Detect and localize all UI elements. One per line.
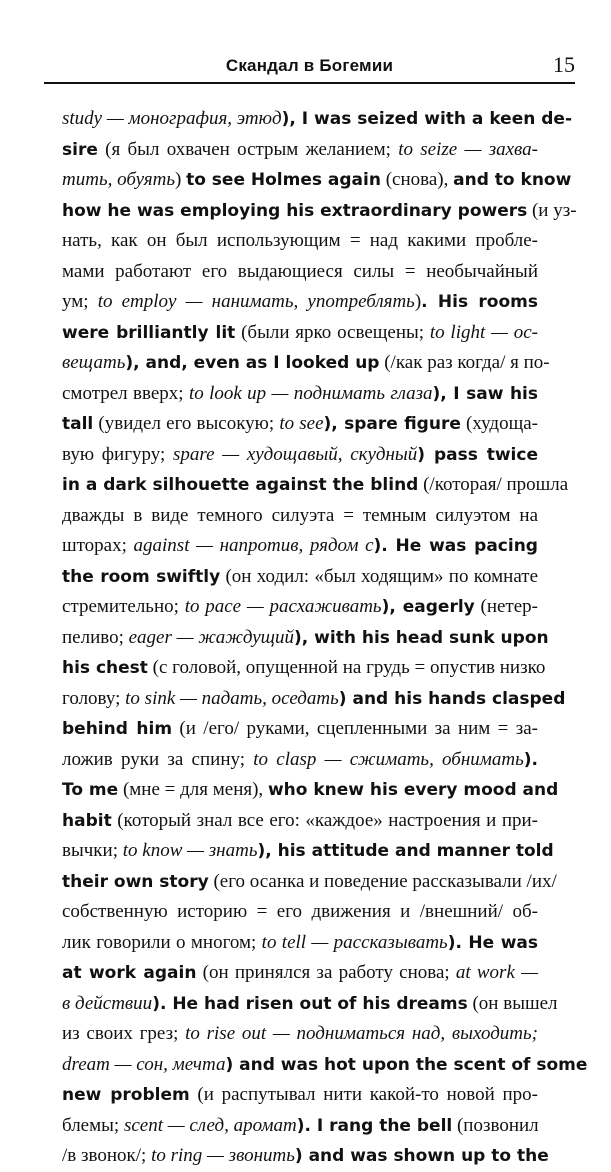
- text-line: [62, 806, 538, 837]
- text-line: [62, 470, 569, 501]
- text-line: [62, 440, 538, 471]
- translation-text: (и /его/ руками, сцепленными за ним = за-: [172, 718, 539, 739]
- text-line: [62, 257, 538, 288]
- english-phrase: ). He had risen out of his dreams: [152, 993, 468, 1014]
- text-line: [62, 1080, 538, 1111]
- body-text: [62, 104, 588, 1172]
- text-line: [62, 1111, 538, 1142]
- translation-text: мами работают его выдающиеся силы = необычайный: [62, 260, 538, 282]
- translation-text: нать, как он был использующим = над какими пробле-: [62, 230, 538, 251]
- dictionary-note: eager — жаждущий: [128, 626, 295, 648]
- text-line: [62, 867, 557, 898]
- dictionary-note: to see: [279, 413, 324, 434]
- english-phrase: ). I rang the bell: [296, 1115, 453, 1136]
- running-header: [44, 44, 575, 84]
- translation-text: блемы;: [62, 1114, 124, 1136]
- chapter-title: Скандал в Богемии: [225, 56, 394, 75]
- translation-text: (он ходил: «был ходящим» по комнате: [220, 565, 538, 587]
- dictionary-note: scent — след, аромат: [123, 1114, 297, 1136]
- translation-text: (нетер-: [474, 596, 538, 617]
- translation-text: (и уз-: [527, 199, 577, 221]
- translation-text: дважды в виде темного силуэта = темным силуэтом на: [62, 504, 538, 526]
- text-line: [62, 684, 566, 715]
- english-phrase: ), his attitude and manner told: [257, 841, 554, 861]
- translation-text: из своих грез;: [62, 1023, 186, 1044]
- dictionary-note: to ring — звонить: [151, 1145, 295, 1166]
- dictionary-note: at work —: [455, 962, 538, 983]
- english-phrase: ).: [523, 749, 539, 770]
- dictionary-note: against — напротив, рядом с: [133, 535, 374, 556]
- translation-text: вую фигуру;: [62, 443, 174, 465]
- english-phrase: ), and, even as I looked up: [125, 353, 380, 373]
- dictionary-note: to pace — расхаживать: [184, 596, 382, 617]
- english-phrase: ) and his hands clasped: [338, 688, 566, 709]
- dictionary-note: to tell — рассказывать: [261, 931, 448, 953]
- translation-text: (и распутывал нити какой-то новой про-: [189, 1084, 538, 1105]
- text-line: [62, 897, 538, 928]
- english-phrase: . His rooms: [421, 292, 538, 312]
- english-phrase: in a dark silhouette against the blind: [62, 475, 419, 495]
- text-line: [62, 165, 572, 196]
- dictionary-note: to look up — поднимать глаза: [188, 382, 433, 404]
- text-line: [62, 714, 538, 745]
- text-line: [62, 836, 554, 867]
- translation-text: (он вышел: [467, 992, 558, 1014]
- english-phrase: ), eagerly: [381, 597, 475, 617]
- translation-text: (снова),: [380, 169, 454, 190]
- translation-text: ): [414, 291, 422, 312]
- translation-text: ложив руки за спину;: [62, 748, 254, 770]
- translation-text: (худоща-: [460, 413, 538, 434]
- english-phrase: behind him: [62, 719, 173, 739]
- dictionary-note: to rise out — подниматься над, выходить;: [185, 1023, 539, 1044]
- dictionary-note: to seize — захва-: [398, 138, 538, 160]
- english-phrase: the room swiftly: [62, 566, 221, 587]
- translation-text: (я был охвачен острым желанием;: [97, 138, 399, 160]
- text-line: [62, 775, 559, 806]
- text-line: [62, 501, 538, 532]
- dictionary-note: вещать: [62, 352, 126, 373]
- english-phrase: ). He was: [447, 932, 538, 953]
- dictionary-note: spare — худощавый, скудный: [173, 443, 418, 465]
- text-line: [62, 318, 538, 349]
- english-phrase: ), I saw his: [432, 383, 539, 404]
- dictionary-note: dream — сон, мечта: [62, 1053, 226, 1075]
- dictionary-note: to know — знать: [122, 840, 258, 861]
- translation-text: (были ярко освещены;: [235, 321, 430, 343]
- translation-text: ): [175, 169, 187, 190]
- translation-text: пеливо;: [62, 626, 129, 648]
- text-line: [62, 287, 538, 318]
- english-phrase: how he was employing his extraordinary powers: [62, 200, 528, 221]
- dictionary-note: to sink — падать, оседать: [125, 687, 339, 709]
- english-phrase: habit: [62, 810, 112, 831]
- text-line: [62, 1050, 588, 1081]
- translation-text: (который знал все его: «каждое» настроения и при-: [111, 809, 538, 831]
- english-phrase: ), with his head sunk upon: [294, 627, 549, 648]
- english-phrase: and to know: [453, 170, 572, 190]
- text-line: [62, 745, 538, 776]
- translation-text: шторах;: [62, 535, 134, 556]
- english-phrase: To me: [62, 780, 119, 800]
- text-line: [62, 592, 538, 623]
- dictionary-note: to clasp — сжимать, обнимать: [253, 748, 524, 770]
- translation-text: (позвонил: [452, 1114, 539, 1136]
- text-line: [62, 196, 577, 227]
- translation-text: (/которая/ прошла: [418, 474, 569, 495]
- dictionary-note: to employ — нанимать, употреблять: [97, 291, 415, 312]
- english-phrase: ), spare figure: [323, 414, 461, 434]
- english-phrase: at work again: [62, 963, 197, 983]
- text-line: [62, 135, 538, 166]
- text-line: [62, 989, 558, 1020]
- page-number: 15: [553, 52, 575, 77]
- translation-text: стремительно;: [62, 596, 185, 617]
- translation-text: смотрел вверх;: [62, 382, 189, 404]
- text-line: [62, 409, 538, 440]
- english-phrase: to see Holmes again: [186, 170, 381, 190]
- text-line: [62, 104, 573, 135]
- text-line: [62, 1019, 538, 1050]
- english-phrase: ). He was pacing: [373, 536, 538, 556]
- translation-text: /в звонок/;: [62, 1145, 152, 1166]
- english-phrase: their own story: [62, 871, 209, 892]
- english-phrase: ) pass twice: [417, 444, 538, 465]
- translation-text: лик говорили о многом;: [62, 931, 262, 953]
- text-line: [62, 653, 546, 684]
- translation-text: вычки;: [62, 840, 123, 861]
- dictionary-note: study — монография, этюд: [62, 108, 282, 129]
- english-phrase: who knew his every mood and: [267, 780, 559, 800]
- english-phrase: sire: [62, 139, 98, 160]
- english-phrase: tall: [62, 414, 94, 434]
- english-phrase: new problem: [62, 1085, 190, 1105]
- text-line: [62, 226, 538, 257]
- english-phrase: ) and was hot upon the scent of some: [225, 1054, 588, 1075]
- text-line: [62, 958, 538, 989]
- translation-text: (его осанка и поведение рассказывали /их/: [208, 870, 557, 892]
- english-phrase: ) and was shown up to the: [294, 1146, 549, 1166]
- translation-text: (он принялся за работу снова;: [196, 962, 456, 983]
- english-phrase: his chest: [62, 658, 148, 678]
- translation-text: собственную историю = его движения и /внешний/ об-: [62, 901, 538, 922]
- translation-text: (увидел его высокую;: [93, 413, 280, 434]
- english-phrase: ), I was seized with a keen de-: [281, 109, 573, 129]
- english-phrase: were brilliantly lit: [62, 322, 236, 343]
- dictionary-note: to light — ос-: [429, 321, 538, 343]
- dictionary-note: тить, обуять: [62, 169, 175, 190]
- translation-text: (с головой, опущенной на грудь = опустив низко: [147, 657, 546, 678]
- text-line: [62, 348, 550, 379]
- text-line: [62, 1141, 549, 1172]
- text-line: [62, 562, 538, 593]
- text-line: [62, 379, 538, 410]
- translation-text: (/как раз когда/ я по-: [379, 352, 550, 373]
- text-line: [62, 623, 549, 654]
- dictionary-note: в действии: [62, 992, 153, 1014]
- translation-text: голову;: [62, 687, 126, 709]
- text-line: [62, 531, 538, 562]
- text-line: [62, 928, 538, 959]
- translation-text: ум;: [62, 291, 98, 312]
- translation-text: (мне = для меня),: [118, 779, 268, 800]
